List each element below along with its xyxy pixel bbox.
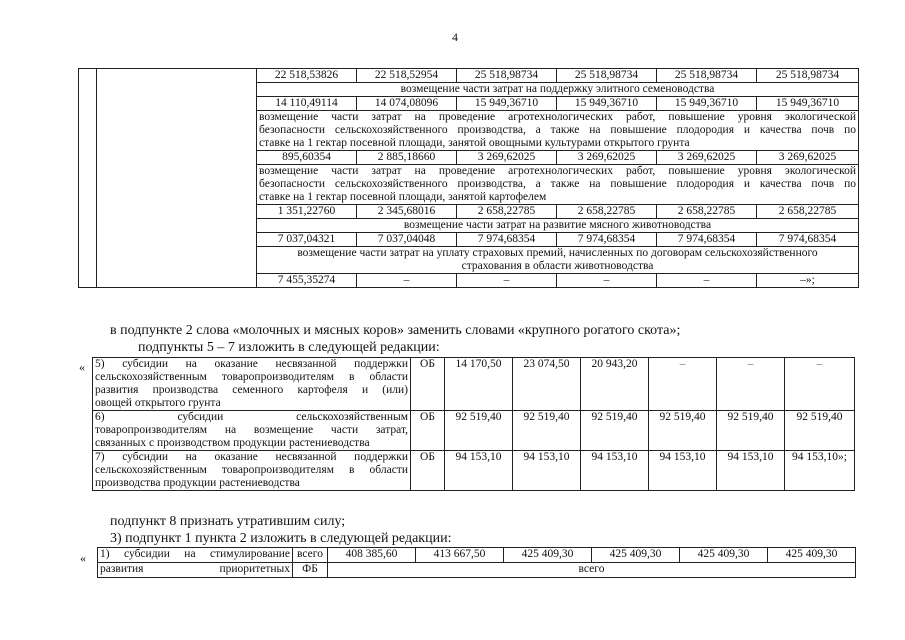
row-label: 1) субсидии на стимулирование [98, 548, 293, 563]
value-cell: 2 658,22785 [757, 205, 859, 219]
value-cell: 92 519,40 [513, 411, 581, 451]
value-cell: 3 269,62025 [657, 151, 757, 165]
value-cell: – [557, 274, 657, 288]
value-cell: 22 518,53826 [257, 69, 357, 83]
description-line: сельскохозяйственным товаропроизводителям в области [95, 371, 408, 383]
label-line: возмещение части затрат на проведение агротехнологических работ, повышение уровня экологической [259, 111, 856, 123]
value-cell: 94 153,10 [717, 451, 785, 491]
label-line: ставке на 1 гектар посевной площади, занятой картофелем [259, 191, 547, 203]
subsidy-description [93, 358, 411, 411]
label-line: безопасности сельскохозяйственного производства, а также на повышение плодородия и качества почв по [259, 124, 856, 136]
value-cell: – [717, 358, 785, 411]
value-cell: 15 949,36710 [657, 97, 757, 111]
value-cell: –»; [757, 274, 859, 288]
value-cell: – [357, 274, 457, 288]
value-cell: 2 658,22785 [457, 205, 557, 219]
label-line: безопасности сельскохозяйственного производства, а также на повышение плодородия и качества почв по [259, 178, 856, 190]
value-cell: 7 974,68354 [557, 233, 657, 247]
value-cell: 1 351,22760 [257, 205, 357, 219]
category-label: возмещение части затрат на поддержку элитного семеноводства [257, 83, 859, 97]
value-cell: 94 153,10 [649, 451, 717, 491]
category-label [257, 247, 859, 274]
subsidy-description [93, 411, 411, 451]
value-cell: 94 153,10 [513, 451, 581, 491]
value-cell: 25 518,98734 [557, 69, 657, 83]
budget-table-continued [78, 68, 859, 288]
value-cell: 2 885,18660 [357, 151, 457, 165]
category-label: возмещение части затрат на развитие мясного животноводства [257, 219, 859, 233]
description-line: развития производства семенного картофеля и (или) [95, 384, 408, 396]
label-line: ставке на 1 гектар посевной площади, занятой овощными культурами открытого грунта [259, 137, 690, 149]
value-cell: 413 667,50 [416, 548, 504, 563]
blank-cell [97, 69, 257, 288]
value-cell: 14 074,08096 [357, 97, 457, 111]
value-cell: 25 518,98734 [657, 69, 757, 83]
value-cell: 94 153,10»; [785, 451, 855, 491]
priority-subsidies-table [97, 547, 856, 578]
value-cell: 895,60354 [257, 151, 357, 165]
value-cell: 2 658,22785 [657, 205, 757, 219]
value-cell: 425 409,30 [680, 548, 768, 563]
value-cell: 3 269,62025 [557, 151, 657, 165]
table-row [98, 563, 856, 578]
description-line: 5) субсидии на оказание несвязанной поддержки [95, 358, 408, 370]
value-cell: – [657, 274, 757, 288]
funding-source: всего [293, 548, 328, 563]
value-cell: 7 974,68354 [657, 233, 757, 247]
subsidies-table [92, 357, 855, 491]
category-label [257, 165, 859, 205]
merged-cell: всего [328, 563, 856, 578]
description-line: овощей открытого грунта [95, 397, 221, 409]
value-cell: 7 974,68354 [457, 233, 557, 247]
table-row [93, 451, 855, 491]
funding-source: ФБ [293, 563, 328, 578]
value-cell: – [785, 358, 855, 411]
value-cell: 14 110,49114 [257, 97, 357, 111]
table-row [93, 411, 855, 451]
value-cell: 92 519,40 [785, 411, 855, 451]
value-cell: 92 519,40 [717, 411, 785, 451]
value-cell: – [649, 358, 717, 411]
value-cell: 22 518,52954 [357, 69, 457, 83]
value-cell: 25 518,98734 [457, 69, 557, 83]
description-line: связанных с производством продукции растениеводства [95, 437, 370, 449]
opening-quote-2: « [80, 551, 86, 565]
description-line: сельскохозяйственным товаропроизводителям в области [95, 464, 408, 476]
table-row [93, 358, 855, 411]
label-line: возмещение части затрат на уплату страховых премий, начисленных по договорам сельскохозяйственного [297, 247, 818, 259]
opening-quote: « [79, 360, 85, 374]
value-cell: 23 074,50 [513, 358, 581, 411]
subsidy-description [93, 451, 411, 491]
value-cell: 2 658,22785 [557, 205, 657, 219]
value-cell: 7 455,35274 [257, 274, 357, 288]
value-cell: – [457, 274, 557, 288]
row-label: развития приоритетных [98, 563, 293, 578]
funding-source: ОБ [411, 411, 445, 451]
description-line: 7) субсидии на оказание несвязанной поддержки [95, 451, 408, 463]
description-line: 6) субсидии сельскохозяйственным [95, 411, 408, 423]
value-cell: 92 519,40 [581, 411, 649, 451]
paragraph-subitems-5-7: подпункты 5 – 7 изложить в следующей редакции: [138, 340, 440, 355]
description-line: товаропроизводителям на возмещение части затрат, [95, 424, 408, 436]
blank-cell [79, 69, 97, 288]
paragraph-amend-subitem-2: в подпункте 2 слова «молочных и мясных коров» заменить словами «крупного рогатого скота»; [110, 323, 681, 338]
value-cell: 92 519,40 [649, 411, 717, 451]
funding-source: ОБ [411, 358, 445, 411]
value-cell: 15 949,36710 [757, 97, 859, 111]
value-cell: 92 519,40 [445, 411, 513, 451]
page-number: 4 [452, 30, 458, 44]
value-cell: 94 153,10 [581, 451, 649, 491]
category-label [257, 111, 859, 151]
value-cell: 425 409,30 [768, 548, 856, 563]
paragraph-item-3: 3) подпункт 1 пункта 2 изложить в следующей редакции: [110, 531, 452, 546]
value-cell: 15 949,36710 [557, 97, 657, 111]
funding-source: ОБ [411, 451, 445, 491]
description-line: производства продукции растениеводства [95, 477, 300, 489]
value-cell: 7 037,04321 [257, 233, 357, 247]
table-row [98, 548, 856, 563]
value-cell: 408 385,60 [328, 548, 416, 563]
value-cell: 15 949,36710 [457, 97, 557, 111]
value-cell: 425 409,30 [504, 548, 592, 563]
value-cell: 3 269,62025 [757, 151, 859, 165]
value-cell: 7 974,68354 [757, 233, 859, 247]
value-cell: 20 943,20 [581, 358, 649, 411]
value-cell: 425 409,30 [592, 548, 680, 563]
table-row [79, 69, 859, 83]
value-cell: 7 037,04048 [357, 233, 457, 247]
value-cell: 25 518,98734 [757, 69, 859, 83]
value-cell: 94 153,10 [445, 451, 513, 491]
value-cell: 14 170,50 [445, 358, 513, 411]
value-cell: 2 345,68016 [357, 205, 457, 219]
value-cell: 3 269,62025 [457, 151, 557, 165]
paragraph-subitem-8: подпункт 8 признать утратившим силу; [110, 514, 346, 529]
label-line: возмещение части затрат на проведение агротехнологических работ, повышение уровня экологической [259, 165, 856, 177]
label-line: страхования в области животноводства [461, 260, 654, 272]
